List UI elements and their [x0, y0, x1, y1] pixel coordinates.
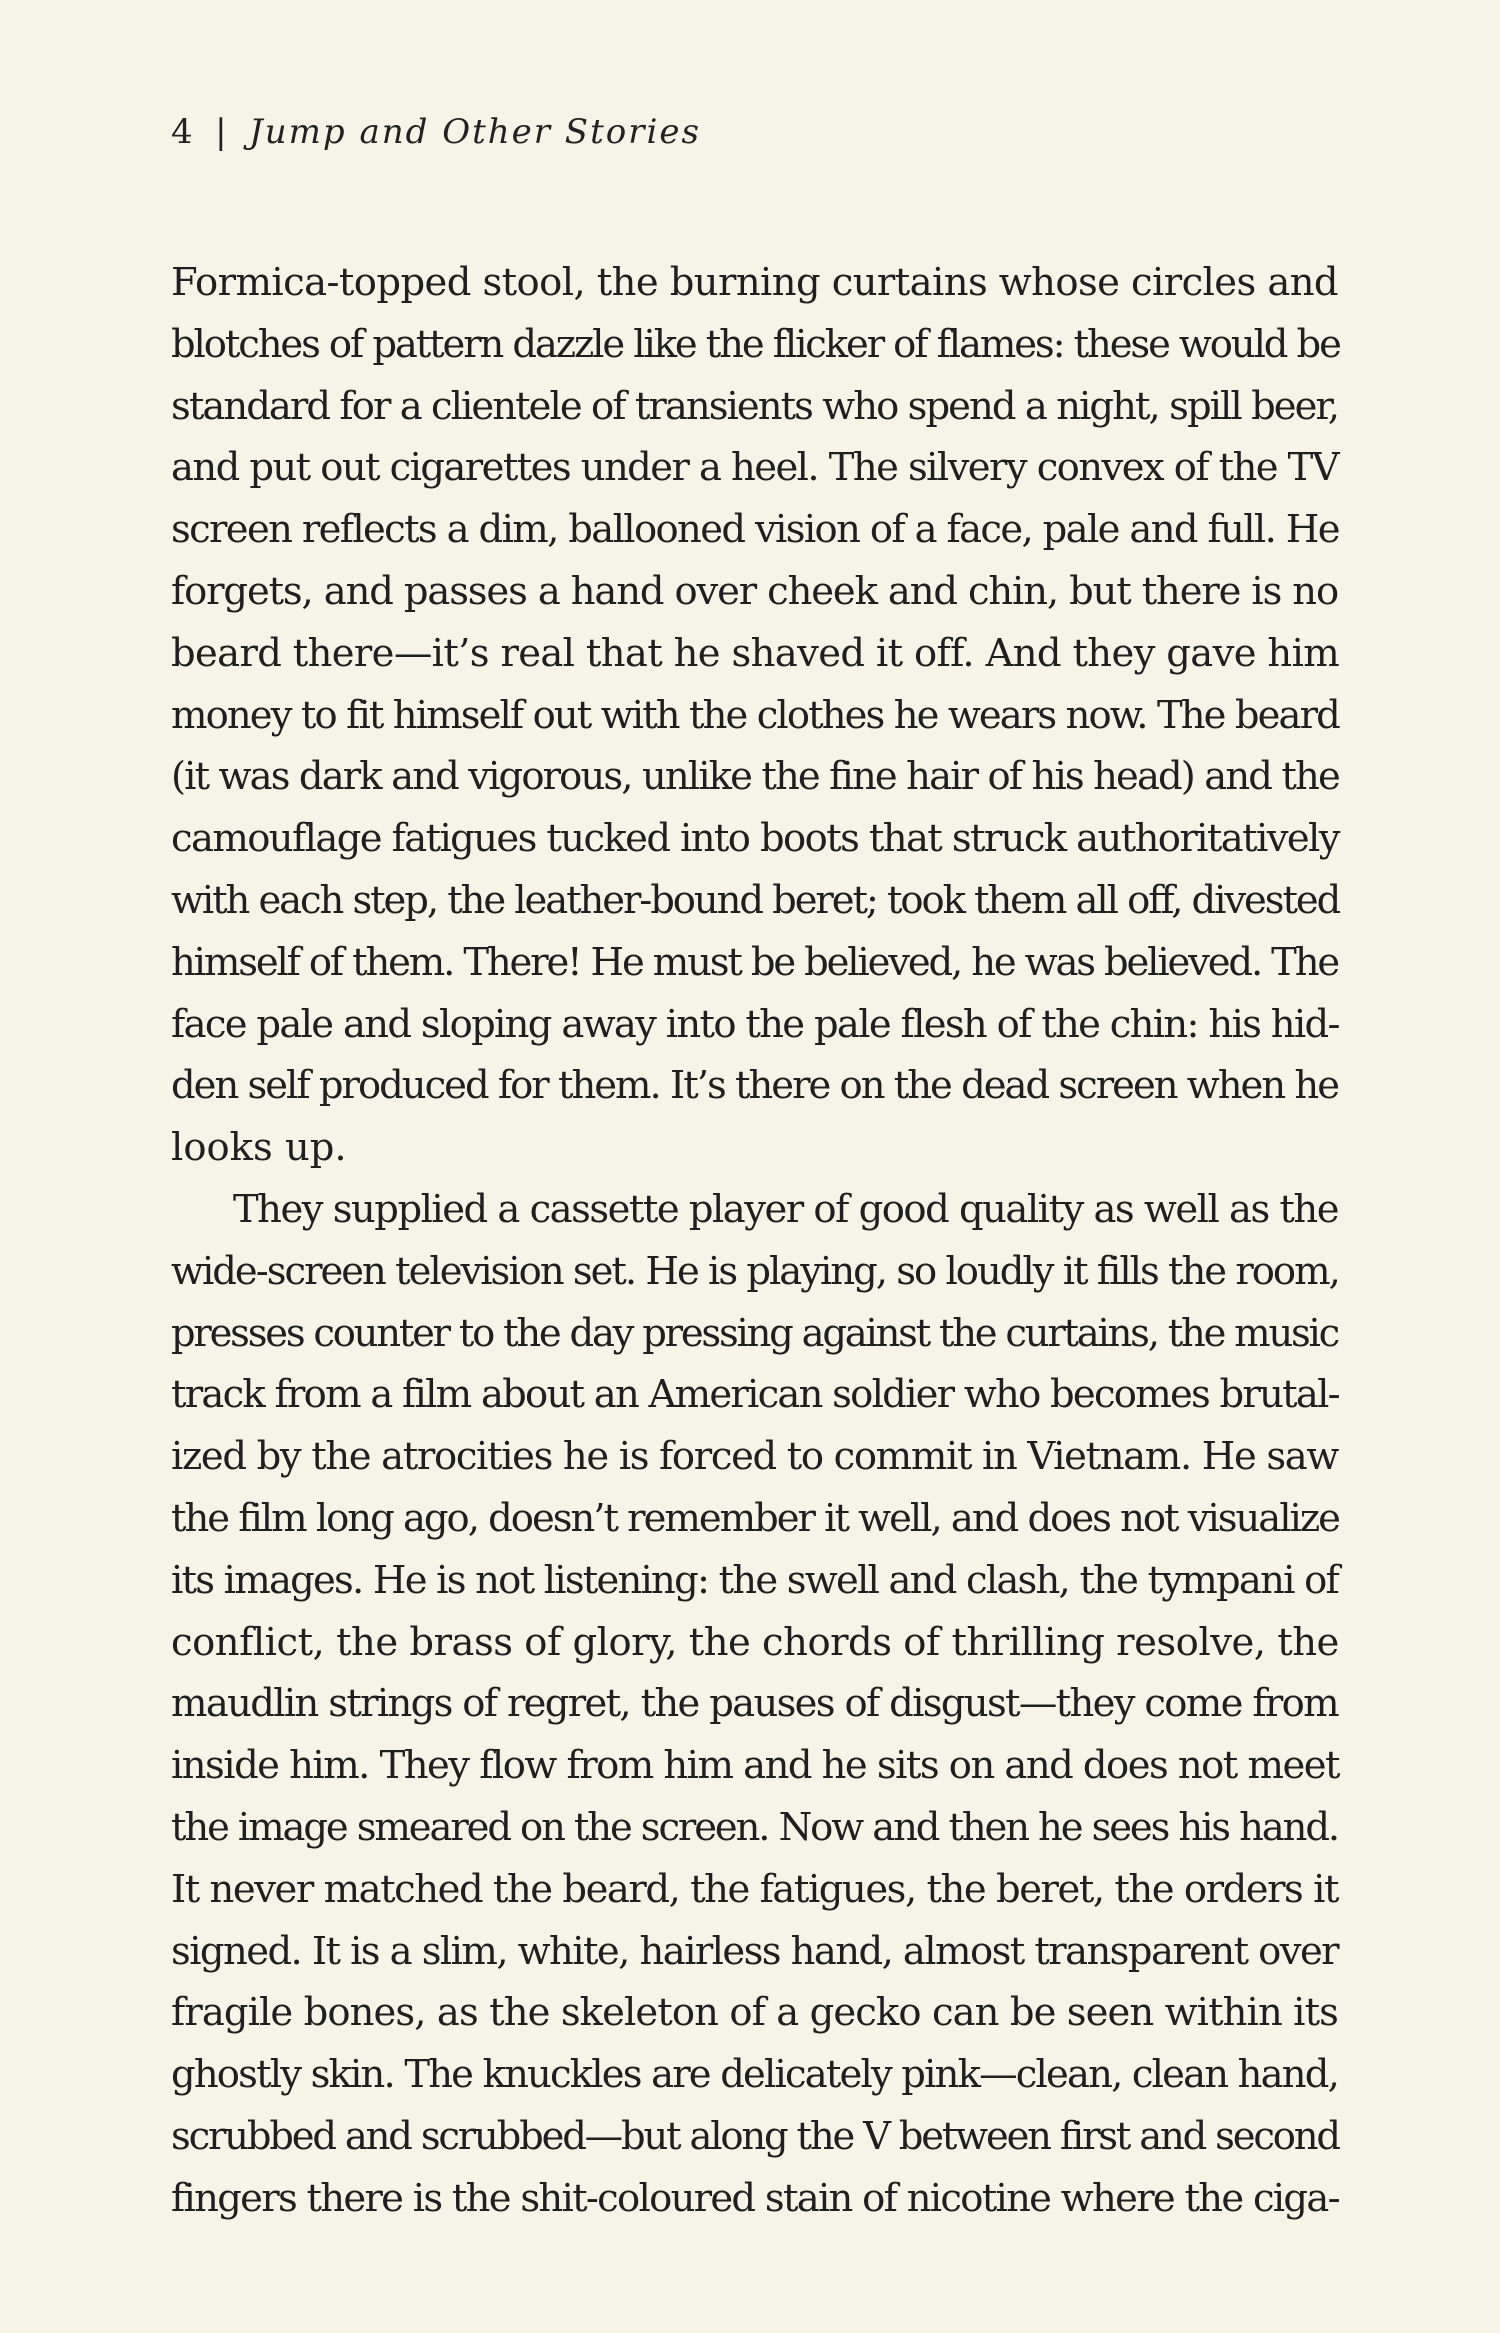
text-line: conflict, the brass of glory, the chords of thrilling resolve, the: [171, 1619, 1339, 1665]
text-line: It never matched the beard, the fatigues, the beret, the orders it: [171, 1866, 1339, 1912]
paragraph-2: [171, 1179, 1338, 2230]
text-line: blotches of pattern dazzle like the flicker of flames: these would be: [171, 321, 1340, 367]
text-line: den self produced for them. It’s there on the dead screen when he: [171, 1063, 1338, 1109]
text-line: (it was dark and vigorous, unlike the fine hair of his head) and the: [171, 754, 1339, 800]
text-line: camouflage fatigues tucked into boots that struck authoritatively: [171, 816, 1339, 862]
text-line: signed. It is a slim, white, hairless hand, almost transparent over: [171, 1928, 1339, 1974]
text-line: its images. He is not listening: the swell and clash, the tympani of: [171, 1557, 1338, 1603]
text-line: maudlin strings of regret, the pauses of disgust—they come from: [171, 1681, 1338, 1727]
running-head: [171, 112, 701, 152]
text-line: inside him. They flow from him and he sits on and does not meet: [171, 1743, 1339, 1789]
text-line: track from a film about an American soldier who becomes brutal-: [171, 1372, 1339, 1418]
text-line: forgets, and passes a hand over cheek and chin, but there is no: [171, 568, 1339, 614]
text-line: fragile bones, as the skeleton of a gecko can be seen within its: [171, 1990, 1338, 2036]
text-line: himself of them. There! He must be believed, he was believed. The: [171, 939, 1338, 985]
text-line: the film long ago, doesn’t remember it well, and does not visualize: [171, 1495, 1339, 1541]
text-line: looks up.: [171, 1125, 347, 1171]
book-title: Jump and Other Stories: [249, 112, 701, 152]
text-line: wide-screen television set. He is playing, so loudly it fills the room,: [171, 1248, 1339, 1294]
text-line: ghostly skin. The knuckles are delicately pink—clean, clean hand,: [171, 2052, 1338, 2098]
text-line: the image smeared on the screen. Now and then he sees his hand.: [171, 1804, 1339, 1850]
paragraph-1: [171, 252, 1338, 1179]
text-line: money to fit himself out with the clothes he wears now. The beard: [171, 692, 1339, 738]
text-line: standard for a clientele of transients who spend a night, spill beer,: [171, 383, 1338, 429]
text-line: presses counter to the day pressing against the curtains, the music: [171, 1310, 1338, 1356]
text-line: and put out cigarettes under a heel. The silvery convex of the TV: [171, 445, 1339, 491]
text-line: Formica-topped stool, the burning curtains whose circles and: [171, 260, 1338, 305]
page-number: 4: [171, 112, 194, 152]
text-line: They supplied a cassette player of good quality as well as the: [233, 1186, 1338, 1232]
text-line: with each step, the leather-bound beret; took them all off, divested: [171, 877, 1340, 923]
text-line: ized by the atrocities he is forced to commit in Vietnam. He saw: [171, 1434, 1339, 1480]
text-line: beard there—it’s real that he shaved it off. And they gave him: [171, 630, 1340, 676]
body-text: [171, 252, 1338, 2230]
text-line: screen reflects a dim, ballooned vision of a face, pale and full. He: [171, 507, 1339, 553]
text-line: face pale and sloping away into the pale flesh of the chin: his hid-: [171, 1001, 1339, 1047]
running-head-separator: |: [215, 112, 228, 152]
text-line: scrubbed and scrubbed—but along the V between first and second: [171, 2113, 1339, 2159]
text-line: fingers there is the shit-coloured stain of nicotine where the ciga-: [171, 2175, 1339, 2221]
